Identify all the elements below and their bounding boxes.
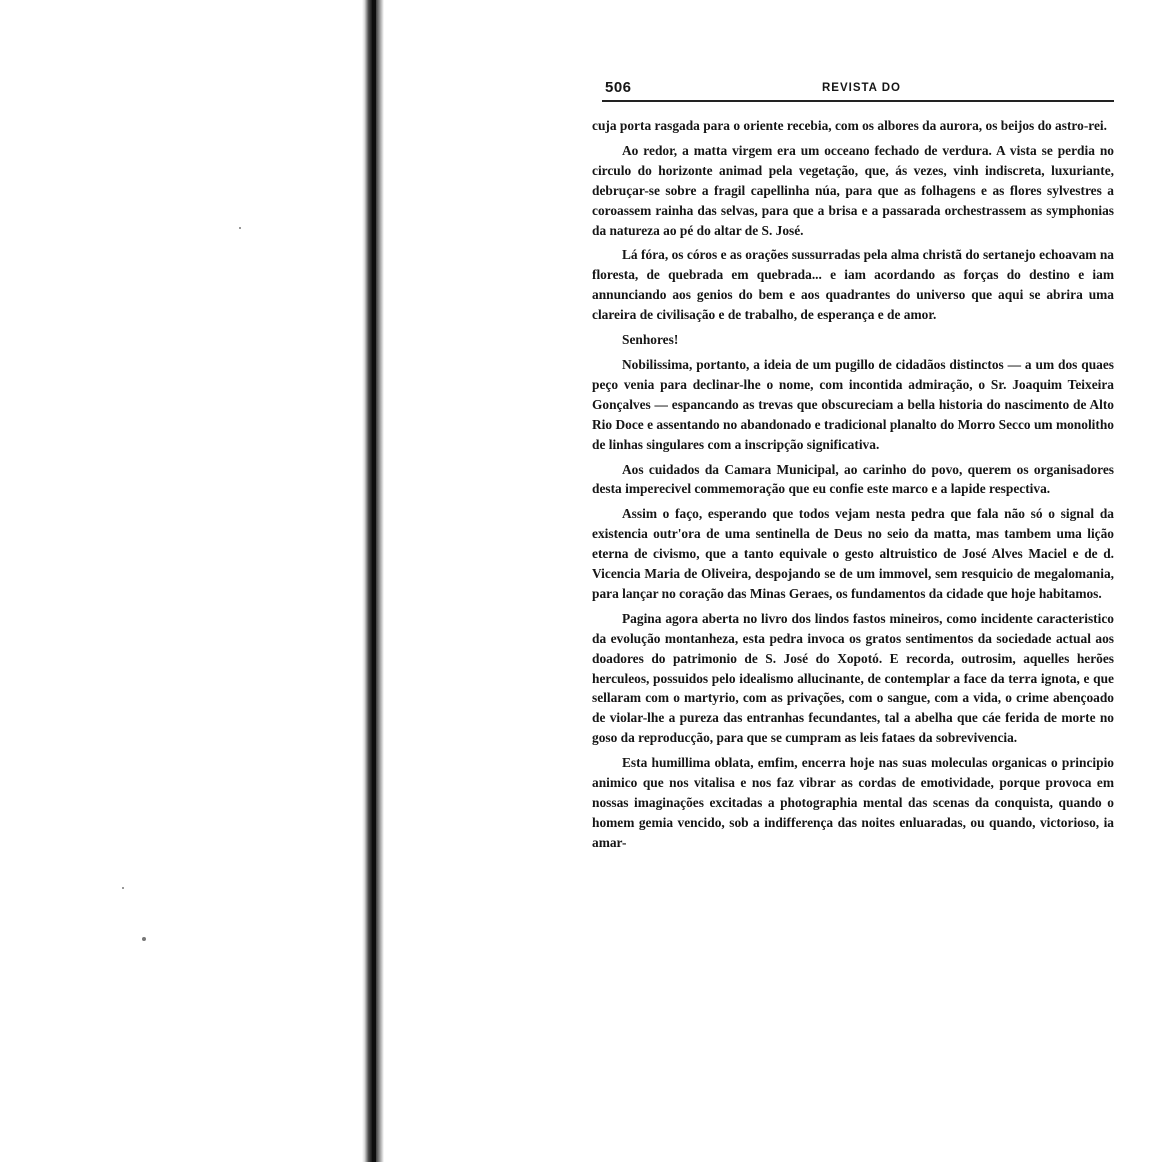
paragraph: Ao redor, a matta virgem era um occeano fechado de verdura. A vista se perdia no circulo do horizonte animad pela vegetação, que, ás vezes, vinh indiscreta, luxuriante, debruçar-se sobre a fragil capellinha núa, para que as folhagens e as flores sylvestres a coroassem rainha das selvas, para que a brisa e a passarada orchestrassem as symphonias da natureza ao pé do altar de S. José. [592, 142, 1114, 238]
paragraph: Esta humillima oblata, emfim, encerra hoje nas suas moleculas organicas o principio animico que nos vitalisa e nos faz vibrar as cordas de emotividade, porque provoca em nossas imaginações excitadas a photographia mental das scenas da conquista, quando o homem gemia vencido, sob a indifferença das noites enluaradas, ou quando, victorioso, ia amar- [592, 755, 1114, 850]
running-title: REVISTA DO [822, 82, 902, 94]
document-page [592, 76, 1114, 1136]
page-number: 506 [605, 79, 632, 96]
header-rule [602, 100, 1114, 102]
paragraph: Nobilissima, portanto, a ideia de um pugillo de cidadãos distinctos — a um dos quaes peço venia para declinar-lhe o nome, com incontida admiração, o Sr. Joaquim Teixeira Gonçalves — espancando as trevas que obscureciam a bella historia do nascimento de Alto Rio Doce e assentando no abandonado e tradicional planalto do Morro Secco um monolitho de linhas singulares com a inscripção significativa. [592, 356, 1114, 452]
paragraph: Pagina agora aberta no livro dos lindos fastos mineiros, como incidente caracteristico da evolução montanheza, esta pedra invoca os gratos sentimentos da sociedade actual aos doadores do patrimonio de S. José do Xopotó. E recorda, outrosim, aquelles herões herculeos, possuidos pelo idealismo allucinante, de contemplar a face da terra ignota, e que sellaram com o martyrio, com as privações, com o sangue, com a vida, o crime abençoado de violar-lhe a pureza das entranhas fecundantes, tal a abelha que cáe ferida de morte no goso da reproducção, para que se cumpram as leis fataes da sobrevivencia. [592, 610, 1114, 746]
paragraph: cuja porta rasgada para o oriente recebia, com os albores da aurora, os beijos do astro-rei. [592, 118, 1107, 133]
scan-speck [122, 887, 124, 889]
paragraph: Aos cuidados da Camara Municipal, ao carinho do povo, querem os organisadores desta imperecivel commemoração que eu confie este marco e a lapide respectiva. [592, 461, 1114, 497]
scan-speck [239, 227, 241, 229]
salutation: Senhores! [622, 332, 679, 348]
scan-speck [142, 937, 146, 941]
paragraph: Lá fóra, os córos e as orações sussurradas pela alma christã do sertanejo echoavam na floresta, de quebrada em quebrada... e iam acordando as forças do destino e iam annunciando aos genios do bem e aos quadrantes do universo que aqui se abrira uma clareira de civilisação e de trabalho, de esperança e de amor. [592, 247, 1114, 323]
body-text [592, 116, 1114, 853]
book-spine-shadow [372, 0, 376, 1162]
paragraph: Assim o faço, esperando que todos vejam nesta pedra que fala não só o signal da existencia outr'ora de uma sentinella de Deus no seio da matta, mas tambem uma lição eterna de civismo, que a tanto equivale o gesto altruistico de José Alves Maciel e de d. Vicencia Maria de Oliveira, despojando se de um immovel, sem resquicio de megalomania, para lançar no coração das Minas Geraes, os fundamentos da cidade que hoje habitamos. [592, 506, 1114, 601]
page-header [592, 76, 1114, 102]
